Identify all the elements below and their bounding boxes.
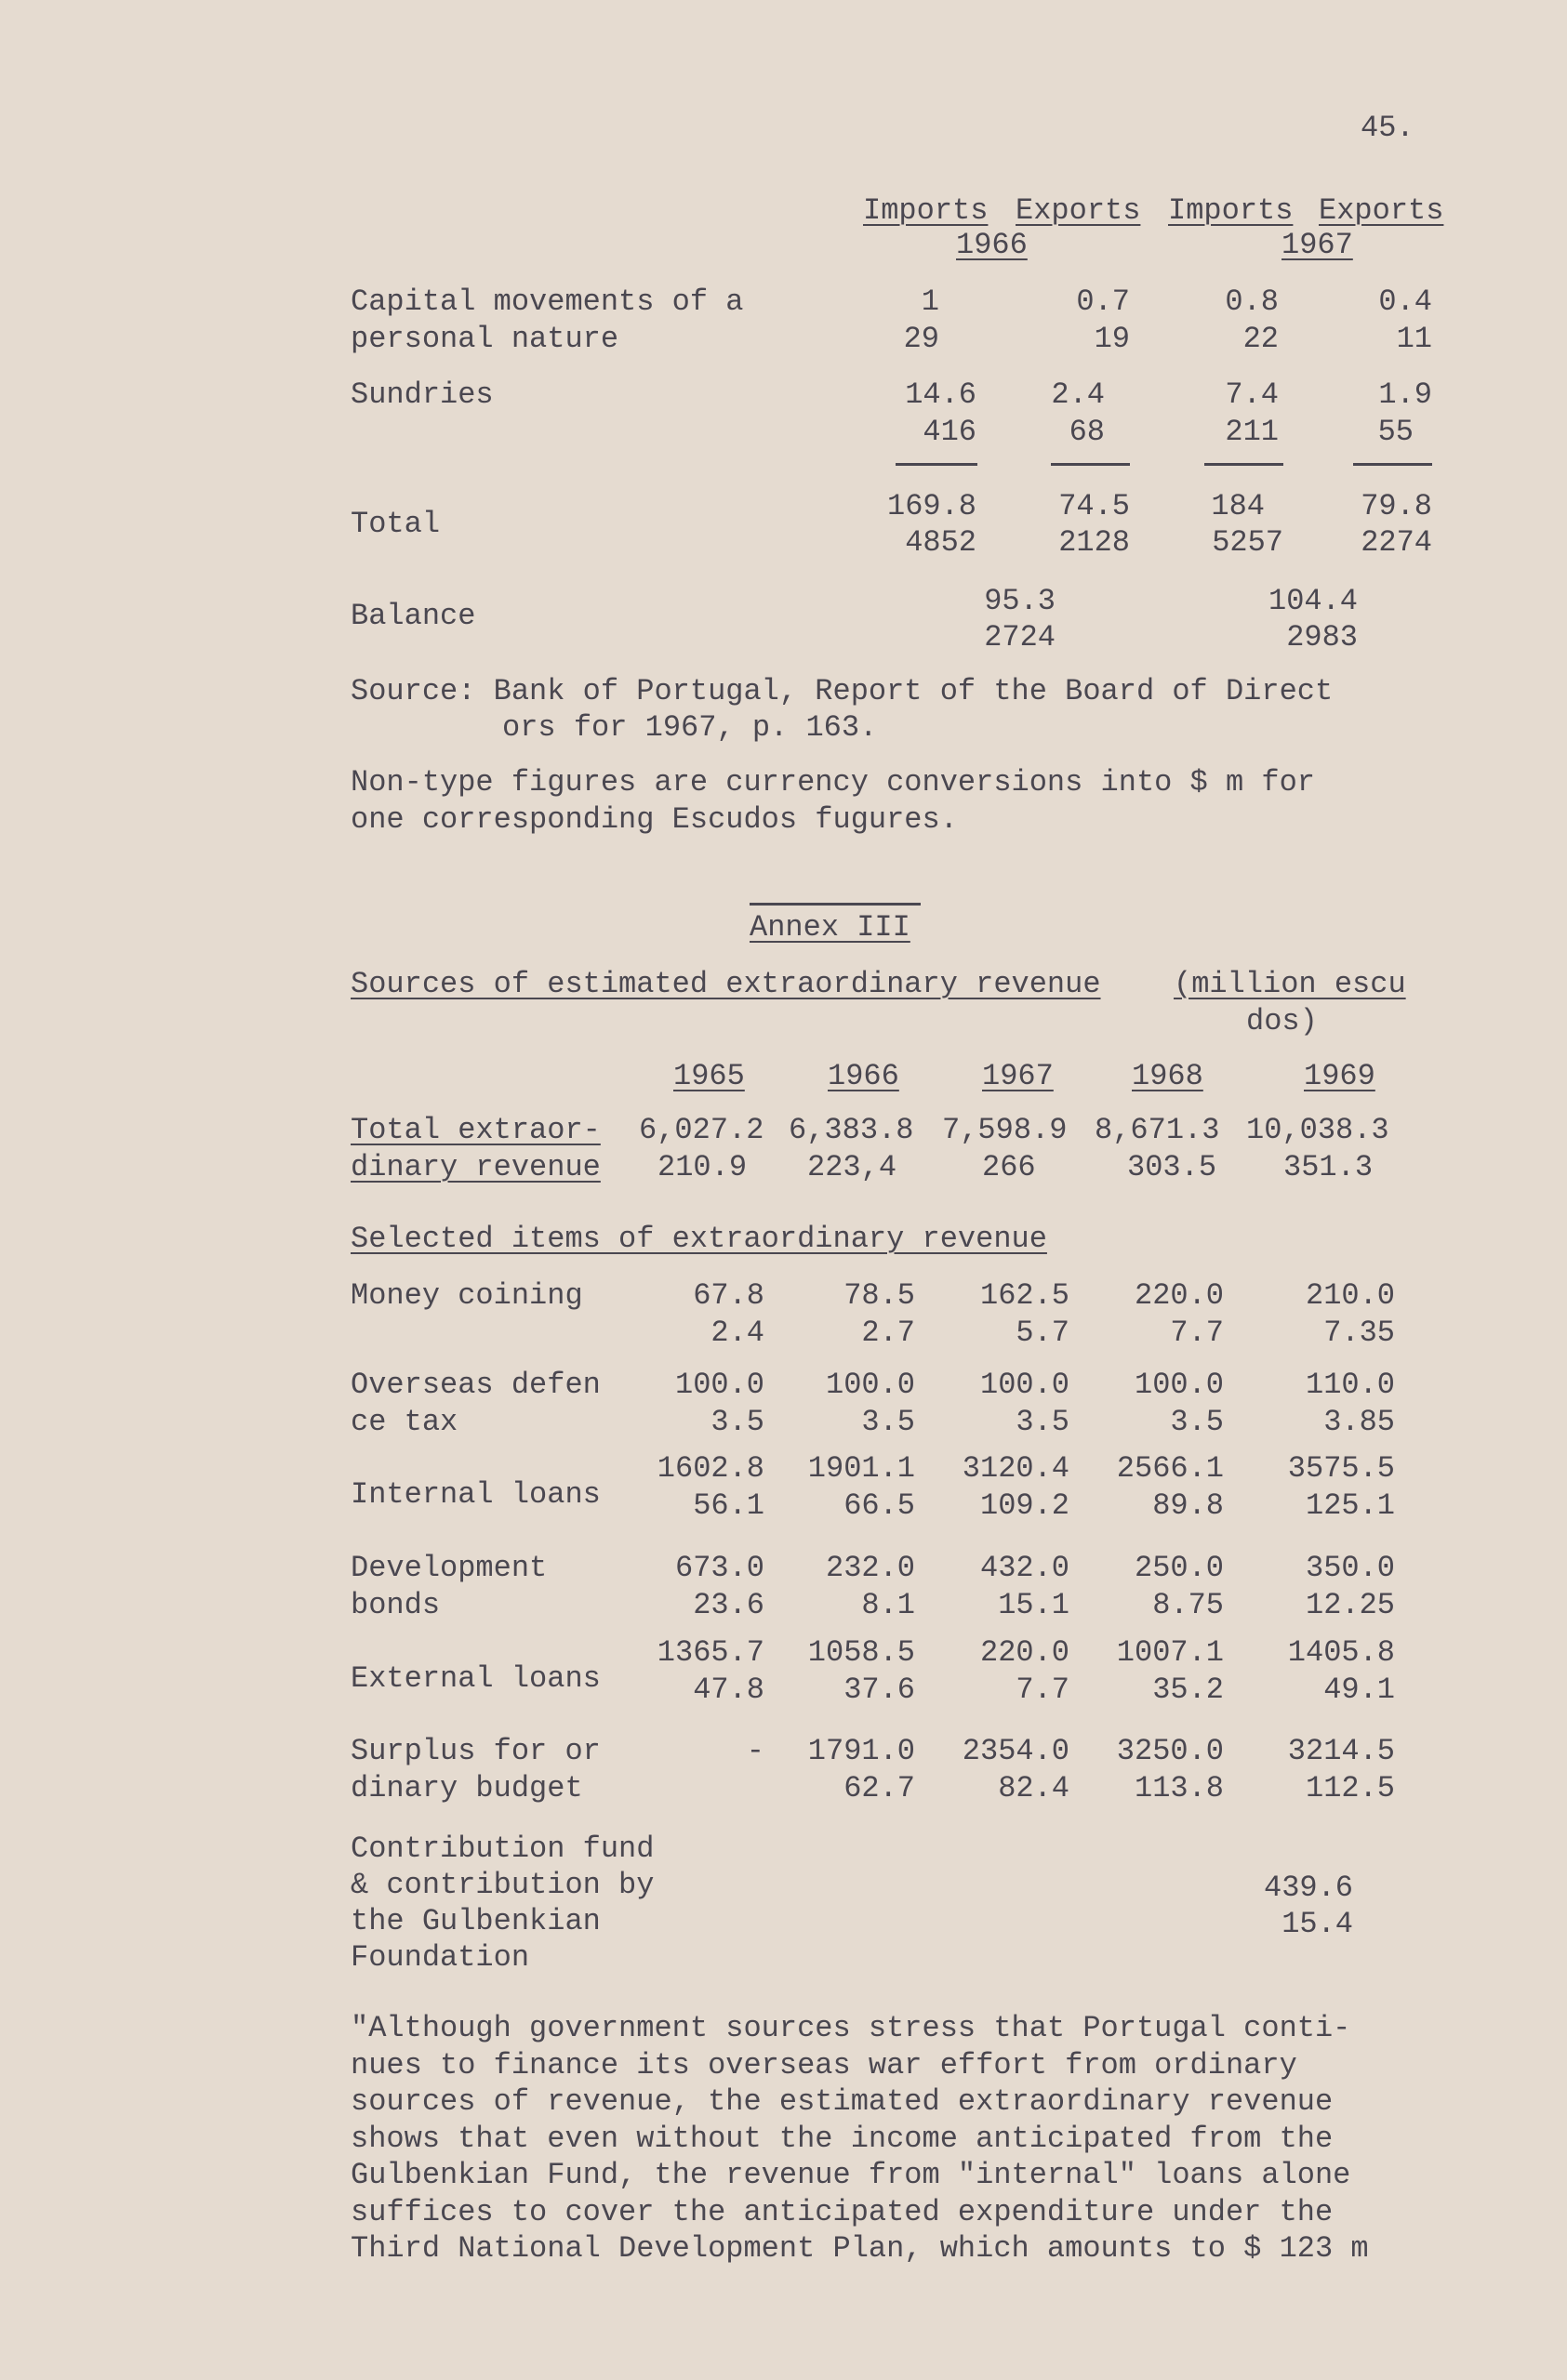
cell-value: 220.0 — [979, 1635, 1069, 1670]
cell-value: 2354.0 — [962, 1734, 1069, 1768]
row-label-contribution: Contribution fund — [351, 1831, 655, 1866]
cell-value: 7,598.9 — [942, 1113, 1068, 1147]
cell-value: 1007.1 — [1116, 1635, 1224, 1670]
cell-value: 12.25 — [1305, 1588, 1395, 1622]
cell-value: 78.5 — [843, 1278, 915, 1313]
cell-value: 1405.8 — [1287, 1635, 1395, 1670]
source-note: Source: Bank of Portugal, Report of the Board of Direct — [351, 674, 1334, 708]
cell-value: 673.0 — [674, 1551, 764, 1585]
cell-value: 169.8 — [886, 489, 976, 523]
cell-value: 55 — [1377, 415, 1414, 449]
quote-line: sources of revenue, the estimated extraordinary revenue — [351, 2084, 1334, 2119]
cell-value: 210.0 — [1305, 1278, 1395, 1313]
col-header-imports-1966: Imports — [863, 193, 989, 228]
year-header-1969: 1969 — [1304, 1059, 1375, 1093]
cell-value: 47.8 — [693, 1673, 764, 1707]
cell-value: 220.0 — [1134, 1278, 1224, 1313]
year-header-1966: 1966 — [828, 1059, 899, 1093]
cell-value: 125.1 — [1305, 1488, 1395, 1523]
selected-items-heading: Selected items of extraordinary revenue — [351, 1222, 1047, 1256]
quote-line: shows that even without the income anticipated from the — [351, 2121, 1334, 2156]
cell-value: 100.0 — [1134, 1368, 1224, 1402]
row-label-balance: Balance — [351, 599, 476, 633]
balance-value: 104.4 — [1268, 584, 1358, 618]
row-label-item: Money coining — [351, 1278, 583, 1313]
row-label-item: External loans — [351, 1661, 601, 1696]
cell-value: 4852 — [905, 525, 976, 560]
cell-value: 8.1 — [861, 1588, 915, 1622]
cell-value: 3250.0 — [1116, 1734, 1224, 1768]
cell-value: 432.0 — [979, 1551, 1069, 1585]
cell-value: 79.8 — [1361, 489, 1432, 523]
cell-value: 210.9 — [657, 1150, 748, 1184]
year-header-1967: 1967 — [982, 1059, 1054, 1093]
year-header-1967: 1967 — [1281, 228, 1353, 262]
row-label-contribution-cont: Foundation — [351, 1940, 530, 1975]
row-label-contribution-cont: the Gulbenkian — [351, 1904, 601, 1938]
total-rule — [896, 463, 977, 466]
cell-value: 35.2 — [1152, 1673, 1224, 1707]
cell-value: 6,027.2 — [639, 1113, 764, 1147]
conversion-note: Non-type figures are currency conversions into $ m for — [351, 765, 1315, 800]
cell-value: 2.7 — [861, 1316, 915, 1350]
cell-value: 7.7 — [1170, 1316, 1224, 1350]
cell-value: 1791.0 — [807, 1734, 915, 1768]
quote-line: nues to finance its overseas war effort from ordinary — [351, 2047, 1297, 2082]
row-label-total: Total — [351, 507, 441, 541]
cell-value: 23.6 — [693, 1588, 764, 1622]
cell-value: 211 — [1225, 415, 1279, 449]
cell-value: 2.4 — [710, 1316, 764, 1350]
cell-value: 8.75 — [1152, 1588, 1224, 1622]
cell-value: 1365.7 — [657, 1635, 764, 1670]
cell-value: 1 — [921, 284, 939, 319]
cell-value: 5.7 — [1016, 1316, 1069, 1350]
cell-value: 100.0 — [979, 1368, 1069, 1402]
cell-value: 113.8 — [1134, 1771, 1224, 1805]
cell-value: 62.7 — [843, 1771, 915, 1805]
cell-value: 8,671.3 — [1095, 1113, 1220, 1147]
balance-value: 2724 — [984, 620, 1056, 654]
annex-subtitle: Sources of estimated extraordinary revenue — [351, 967, 1101, 1001]
cell-value: 29 — [903, 322, 939, 356]
cell-value: 351.3 — [1283, 1150, 1374, 1184]
cell-value: 7.7 — [1016, 1673, 1069, 1707]
cell-value: 266 — [982, 1150, 1036, 1184]
cell-value: 223,4 — [807, 1150, 897, 1184]
cell-value: 3.5 — [861, 1405, 915, 1439]
heading-overline — [750, 903, 921, 906]
cell-value: 2566.1 — [1116, 1451, 1224, 1486]
cell-value: 303.5 — [1127, 1150, 1217, 1184]
annex-heading: Annex III — [750, 910, 910, 945]
total-rule — [1353, 463, 1432, 466]
cell-value: 0.4 — [1378, 284, 1432, 319]
cell-value: 3.5 — [710, 1405, 764, 1439]
cell-value: 10,038.3 — [1246, 1113, 1389, 1147]
annex-subtitle-unit-cont: dos) — [1246, 1004, 1318, 1038]
row-label-sundries: Sundries — [351, 377, 494, 412]
cell-value: 66.5 — [843, 1488, 915, 1523]
cell-value: 3.5 — [1170, 1405, 1224, 1439]
cell-value: 15.1 — [998, 1588, 1069, 1622]
cell-value: 3214.5 — [1287, 1734, 1395, 1768]
contribution-value: 15.4 — [1281, 1907, 1353, 1941]
row-label-contribution-cont: & contribution by — [351, 1868, 655, 1902]
quote-line: "Although government sources stress that Portugal conti- — [351, 2011, 1351, 2045]
cell-value: 2274 — [1361, 525, 1432, 560]
cell-value: 1058.5 — [807, 1635, 915, 1670]
cell-value: 11 — [1396, 322, 1432, 356]
year-header-1965: 1965 — [673, 1059, 745, 1093]
cell-value: 162.5 — [979, 1278, 1069, 1313]
cell-value: 3.5 — [1016, 1405, 1069, 1439]
quote-line: suffices to cover the anticipated expenditure under the — [351, 2194, 1334, 2229]
cell-value: 100.0 — [825, 1368, 915, 1402]
row-label-item: Internal loans — [351, 1477, 601, 1512]
source-note-cont: ors for 1967, p. 163. — [502, 710, 878, 745]
cell-value: 2128 — [1058, 525, 1130, 560]
cell-value: 250.0 — [1134, 1551, 1224, 1585]
cell-value: 89.8 — [1152, 1488, 1224, 1523]
cell-value: 3120.4 — [962, 1451, 1069, 1486]
cell-value: 1901.1 — [807, 1451, 915, 1486]
cell-value: 232.0 — [825, 1551, 915, 1585]
col-header-imports-1967: Imports — [1168, 193, 1294, 228]
cell-value: 1602.8 — [657, 1451, 764, 1486]
col-header-exports-1967: Exports — [1319, 193, 1444, 228]
row-label-item: ce tax — [351, 1405, 458, 1439]
row-label-item: Surplus for or — [351, 1734, 601, 1768]
cell-value: 0.7 — [1076, 284, 1130, 319]
cell-value: 350.0 — [1305, 1551, 1395, 1585]
cell-value: 14.6 — [905, 377, 976, 412]
cell-value: 2.4 — [1051, 377, 1105, 412]
cell-value: 19 — [1094, 322, 1130, 356]
row-label-item: Development — [351, 1551, 548, 1585]
cell-value: 22 — [1242, 322, 1279, 356]
contribution-value: 439.6 — [1263, 1871, 1353, 1905]
total-rule — [1204, 463, 1283, 466]
cell-value: 68 — [1069, 415, 1105, 449]
row-label-capital-movements-cont: personal nature — [351, 322, 619, 356]
annex-subtitle-unit: (million escu — [1174, 967, 1406, 1001]
cell-value: 7.4 — [1225, 377, 1279, 412]
total-rule — [1051, 463, 1130, 466]
cell-value: 112.5 — [1305, 1771, 1395, 1805]
cell-value: 49.1 — [1323, 1673, 1395, 1707]
row-label-item: bonds — [351, 1588, 441, 1622]
cell-value: 184 — [1211, 489, 1265, 523]
cell-value: 109.2 — [979, 1488, 1069, 1523]
conversion-note-cont: one corresponding Escudos fugures. — [351, 802, 958, 837]
quote-line: Gulbenkian Fund, the revenue from "internal" loans alone — [351, 2158, 1351, 2192]
cell-value: 416 — [923, 415, 976, 449]
balance-value: 95.3 — [984, 584, 1056, 618]
cell-value: 67.8 — [693, 1278, 764, 1313]
cell-value: - — [746, 1734, 764, 1768]
cell-value: 100.0 — [674, 1368, 764, 1402]
quote-line: Third National Development Plan, which amounts to $ 123 m — [351, 2231, 1369, 2266]
cell-value: 7.35 — [1323, 1316, 1395, 1350]
cell-value: 1.9 — [1378, 377, 1432, 412]
cell-value: 3.85 — [1323, 1405, 1395, 1439]
year-header-1966: 1966 — [956, 228, 1028, 262]
cell-value: 0.8 — [1225, 284, 1279, 319]
cell-value: 6,383.8 — [789, 1113, 914, 1147]
cell-value: 74.5 — [1058, 489, 1130, 523]
cell-value: 56.1 — [693, 1488, 764, 1523]
row-label-capital-movements: Capital movements of a — [351, 284, 744, 319]
cell-value: 37.6 — [843, 1673, 915, 1707]
cell-value: 3575.5 — [1287, 1451, 1395, 1486]
cell-value: 82.4 — [998, 1771, 1069, 1805]
cell-value: 110.0 — [1305, 1368, 1395, 1402]
page-number: 45. — [1361, 111, 1414, 145]
cell-value: 5257 — [1212, 525, 1283, 560]
row-label-item: dinary budget — [351, 1771, 583, 1805]
row-label-item: Overseas defen — [351, 1368, 601, 1402]
col-header-exports-1966: Exports — [1016, 193, 1141, 228]
row-label-total-extraordinary: Total extraor- — [351, 1113, 601, 1147]
balance-value: 2983 — [1286, 620, 1358, 654]
year-header-1968: 1968 — [1132, 1059, 1203, 1093]
row-label-total-extraordinary-cont: dinary revenue — [351, 1150, 601, 1184]
